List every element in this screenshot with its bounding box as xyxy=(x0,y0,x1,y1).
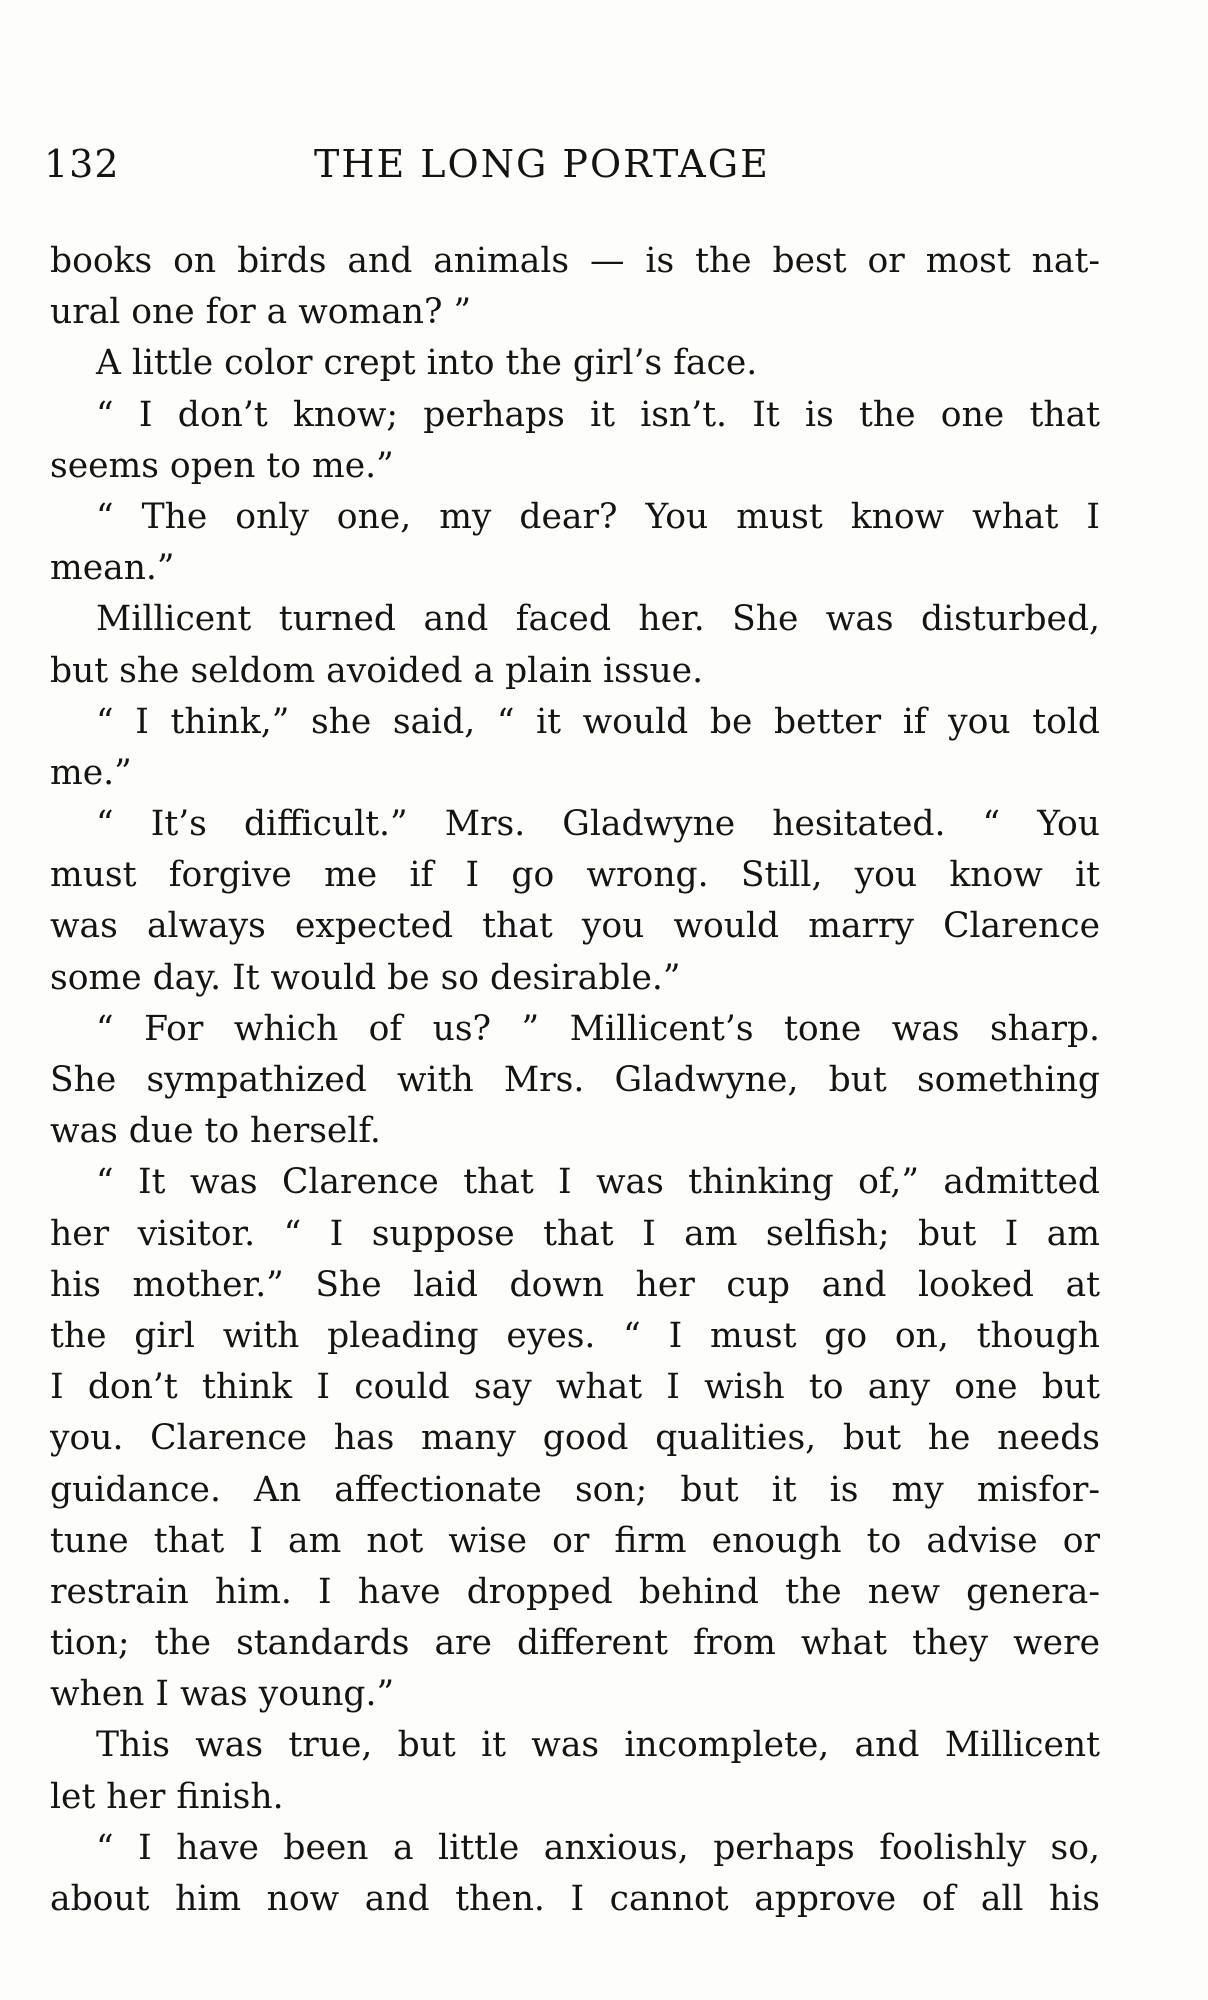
text-line: “ I think,” she said, “ it would be better if you told xyxy=(96,701,1100,742)
text-line: “ I have been a little anxious, perhaps foolishly so, xyxy=(96,1827,1100,1868)
text-line: This was true, but it was incomplete, and Millicent xyxy=(96,1725,1100,1766)
text-line: books on birds and animals — is the best or most nat- xyxy=(50,241,1100,281)
text-line: “ I don’t know; perhaps it isn’t. It is the one that xyxy=(96,394,1100,435)
text-line: was due to herself. xyxy=(50,1111,381,1152)
text-line: tune that I am not wise or firm enough to advise or xyxy=(50,1520,1100,1561)
text-line: guidance. An affectionate son; but it is my misfor- xyxy=(50,1469,1100,1510)
text-line: restrain him. I have dropped behind the new genera- xyxy=(50,1571,1100,1612)
text-line: Millicent turned and faced her. She was disturbed, xyxy=(96,599,1100,640)
text-line: about him now and then. I cannot approve of all his xyxy=(50,1879,1100,1919)
text-line: ural one for a woman? ” xyxy=(50,292,472,333)
running-head xyxy=(44,142,1094,202)
text-line: seems open to me.” xyxy=(50,445,394,486)
text-line: his mother.” She laid down her cup and looked at xyxy=(50,1264,1100,1305)
text-line: but she seldom avoided a plain issue. xyxy=(50,650,704,691)
text-line: was always expected that you would marry Clarence xyxy=(50,906,1100,947)
text-line: I don’t think I could say what I wish to any one but xyxy=(50,1367,1100,1408)
text-line: must forgive me if I go wrong. Still, you know it xyxy=(50,855,1100,896)
text-line: when I was young.” xyxy=(50,1674,395,1715)
body-text xyxy=(50,236,1100,1925)
text-line: some day. It would be so desirable.” xyxy=(50,957,681,998)
text-line: A little color crept into the girl’s face. xyxy=(96,343,758,384)
text-line: you. Clarence has many good qualities, but he needs xyxy=(50,1418,1100,1459)
text-line: tion; the standards are different from what they were xyxy=(50,1623,1100,1664)
text-line: me.” xyxy=(50,752,132,793)
text-line: let her finish. xyxy=(50,1776,284,1817)
text-line: “ It’s difficult.” Mrs. Gladwyne hesitated. “ You xyxy=(96,804,1100,845)
page-number: 132 xyxy=(44,142,120,186)
text-line: mean.” xyxy=(50,548,175,589)
text-line: “ The only one, my dear? You must know what I xyxy=(96,496,1100,537)
text-line: She sympathized with Mrs. Gladwyne, but something xyxy=(50,1060,1100,1100)
running-title: THE LONG PORTAGE xyxy=(314,142,770,186)
text-line: “ For which of us? ” Millicent’s tone was sharp. xyxy=(96,1008,1100,1049)
text-line: the girl with pleading eyes. “ I must go on, though xyxy=(50,1315,1100,1356)
text-line: her visitor. “ I suppose that I am selfish; but I am xyxy=(50,1213,1100,1254)
text-line: “ It was Clarence that I was thinking of,” admitted xyxy=(96,1162,1100,1203)
